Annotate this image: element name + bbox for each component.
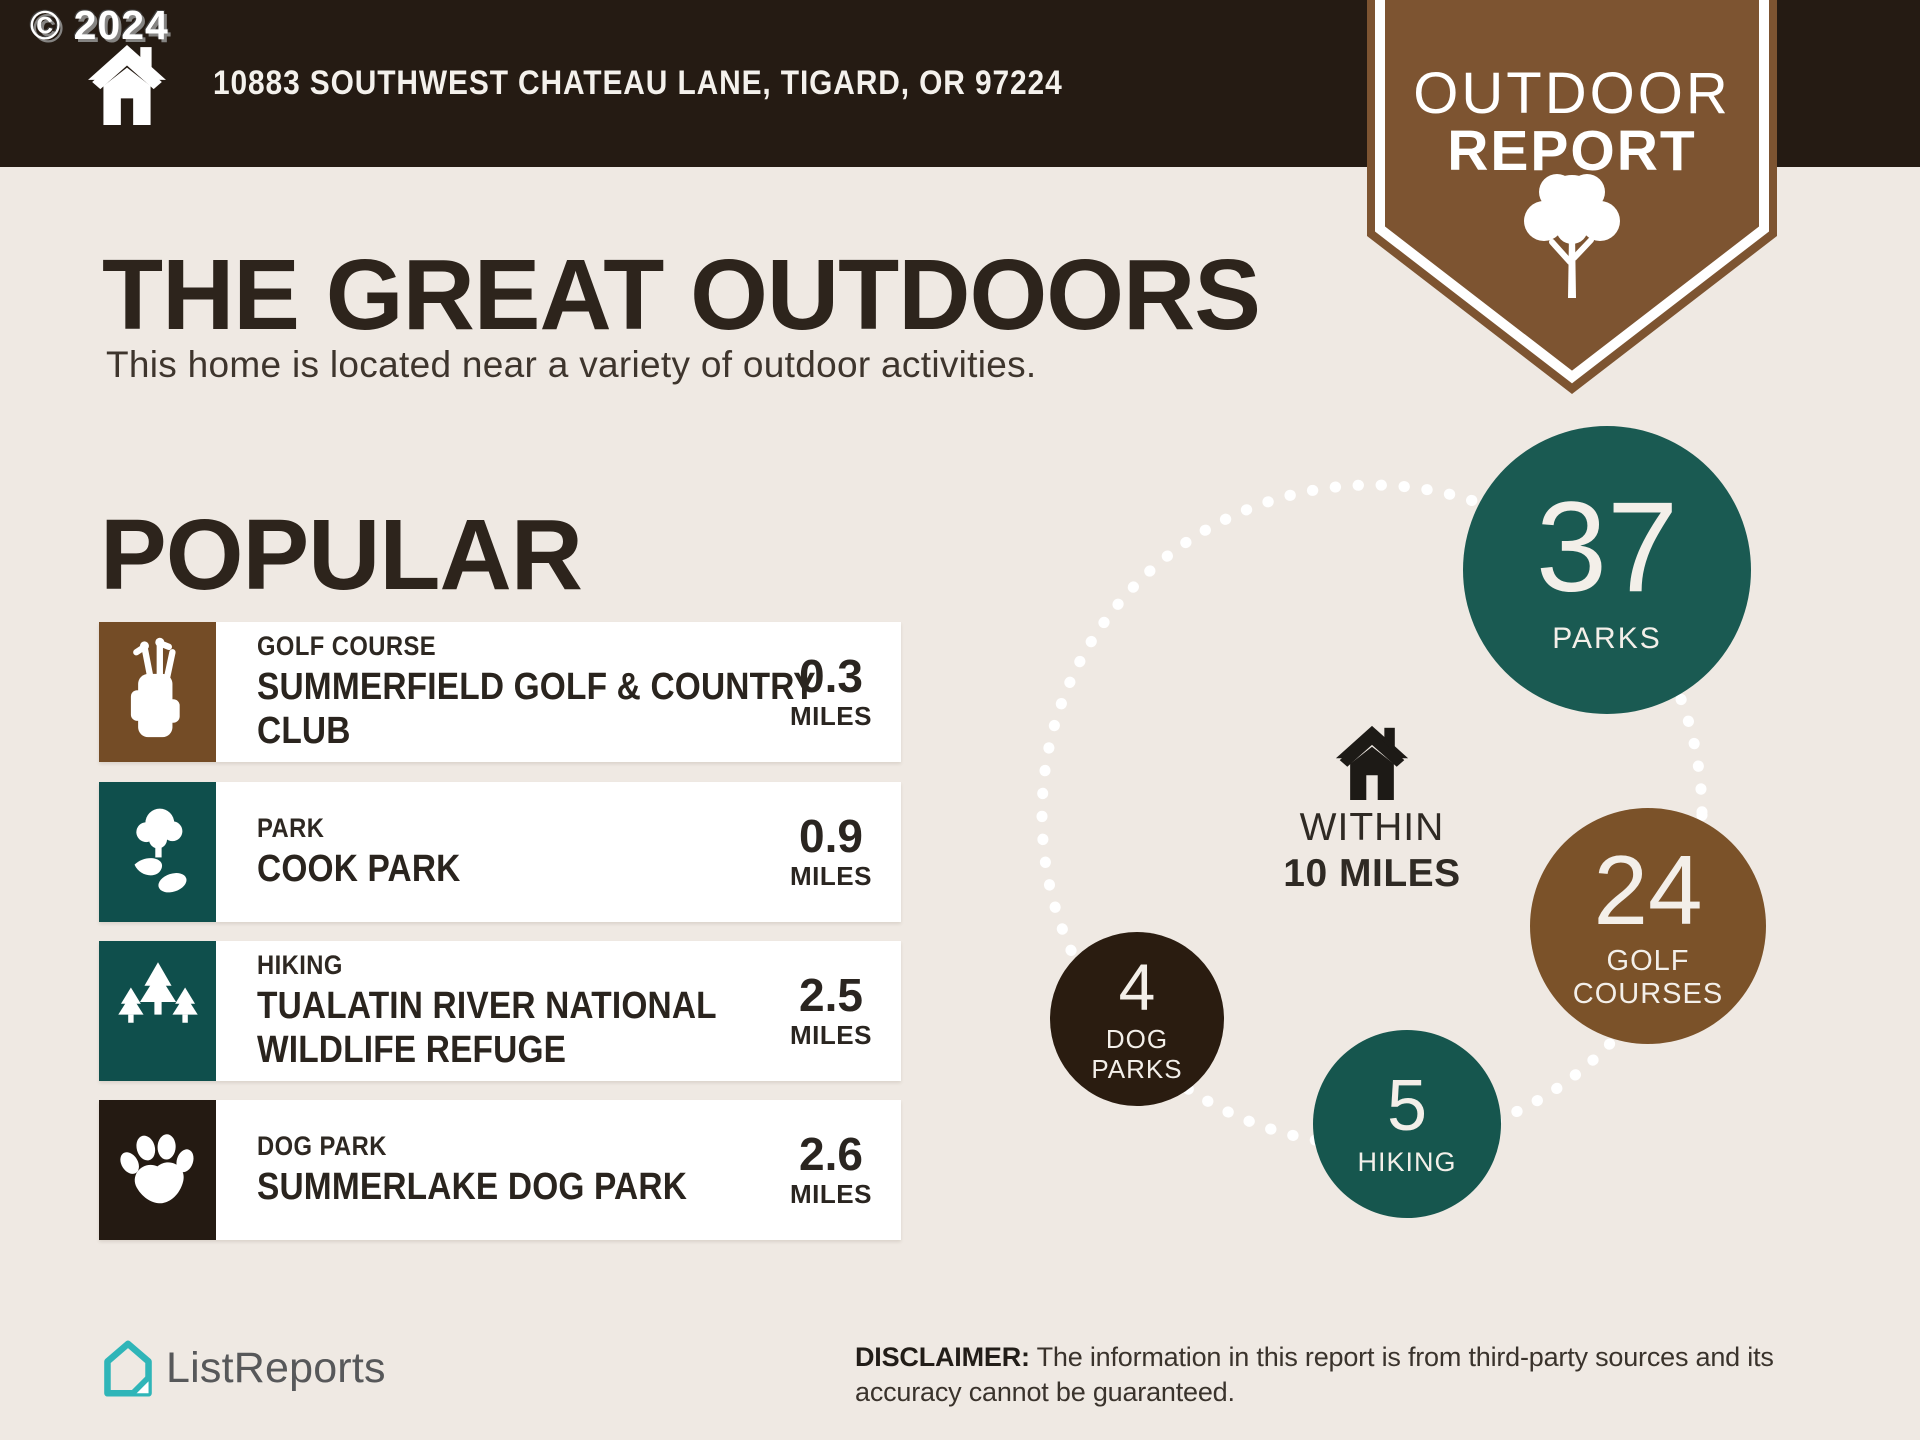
park-tile — [99, 782, 216, 922]
item-name: TUALATIN RIVER NATIONAL WILDLIFE REFUGE — [257, 985, 717, 1071]
hiking-count: 5 — [1386, 1065, 1428, 1146]
distance-unit: MILES — [790, 1178, 872, 1209]
disclaimer-label: DISCLAIMER: — [855, 1342, 1030, 1372]
distance-unit: MILES — [790, 1019, 872, 1050]
dog-parks-bubble — [1050, 932, 1224, 1106]
copyright-watermark: © 2024 — [30, 2, 169, 48]
popular-section-heading: POPULAR — [100, 499, 582, 611]
popular-item-row — [99, 782, 901, 922]
dog-parks-count: 4 — [1118, 949, 1156, 1024]
popular-item-row — [99, 622, 901, 762]
distance-value: 2.5 — [799, 968, 863, 1021]
hiking-bubble — [1313, 1030, 1501, 1218]
radius-label-line2: 10 MILES — [1283, 852, 1461, 895]
distance-value: 0.3 — [799, 649, 863, 702]
page-title: THE GREAT OUTDOORS — [102, 239, 1260, 351]
item-distance — [775, 941, 887, 1081]
dog-parks-label: DOG PARKS — [1091, 1023, 1183, 1084]
parks-count: 37 — [1535, 475, 1679, 619]
golf-courses-bubble — [1530, 808, 1766, 1044]
listreports-brand: ListReports — [166, 1343, 386, 1392]
disclaimer-text: DISCLAIMER: The information in this report is from third-party sources and its accuracy cannot be guaranteed. — [855, 1342, 1774, 1407]
item-category: PARK — [257, 813, 325, 843]
item-name: SUMMERLAKE DOG PARK — [257, 1166, 688, 1208]
item-distance — [775, 622, 887, 762]
distance-value: 0.9 — [799, 809, 863, 862]
dog-park-tile — [99, 1100, 216, 1240]
item-name: COOK PARK — [257, 848, 461, 890]
golf-bag-icon — [112, 636, 204, 748]
popular-item-row — [99, 1100, 901, 1240]
pine-trees-icon — [110, 955, 206, 1067]
parks-bubble — [1463, 426, 1751, 714]
distance-unit: MILES — [790, 700, 872, 731]
golf-course-tile — [99, 622, 216, 762]
popular-item-row — [99, 941, 901, 1081]
golf-courses-count: 24 — [1593, 834, 1703, 945]
distance-value: 2.6 — [799, 1127, 863, 1180]
item-category: DOG PARK — [257, 1131, 387, 1161]
golf-courses-label: GOLF COURSES — [1572, 944, 1724, 1010]
distance-unit: MILES — [790, 860, 872, 891]
radius-label-line1: WITHIN — [1299, 806, 1445, 849]
paw-icon — [110, 1114, 206, 1226]
hiking-label: HIKING — [1357, 1146, 1457, 1177]
park-tree-icon — [112, 796, 204, 908]
item-distance — [775, 1100, 887, 1240]
banner-title-line2: REPORT — [1447, 119, 1697, 183]
banner-title-line1: OUTDOOR — [1413, 61, 1731, 126]
item-category: GOLF COURSE — [257, 631, 437, 661]
item-name: SUMMERFIELD GOLF & COUNTRY CLUB — [257, 666, 816, 752]
page-subtitle: This home is located near a variety of outdoor activities. — [106, 344, 1037, 385]
parks-label: PARKS — [1552, 621, 1662, 655]
property-address: 10883 SOUTHWEST CHATEAU LANE, TIGARD, OR 97224 — [213, 64, 1063, 102]
listreports-logo-icon — [100, 1338, 156, 1400]
item-category: HIKING — [257, 950, 343, 980]
hiking-tile — [99, 941, 216, 1081]
house-icon — [1334, 722, 1410, 802]
item-distance — [775, 782, 887, 922]
